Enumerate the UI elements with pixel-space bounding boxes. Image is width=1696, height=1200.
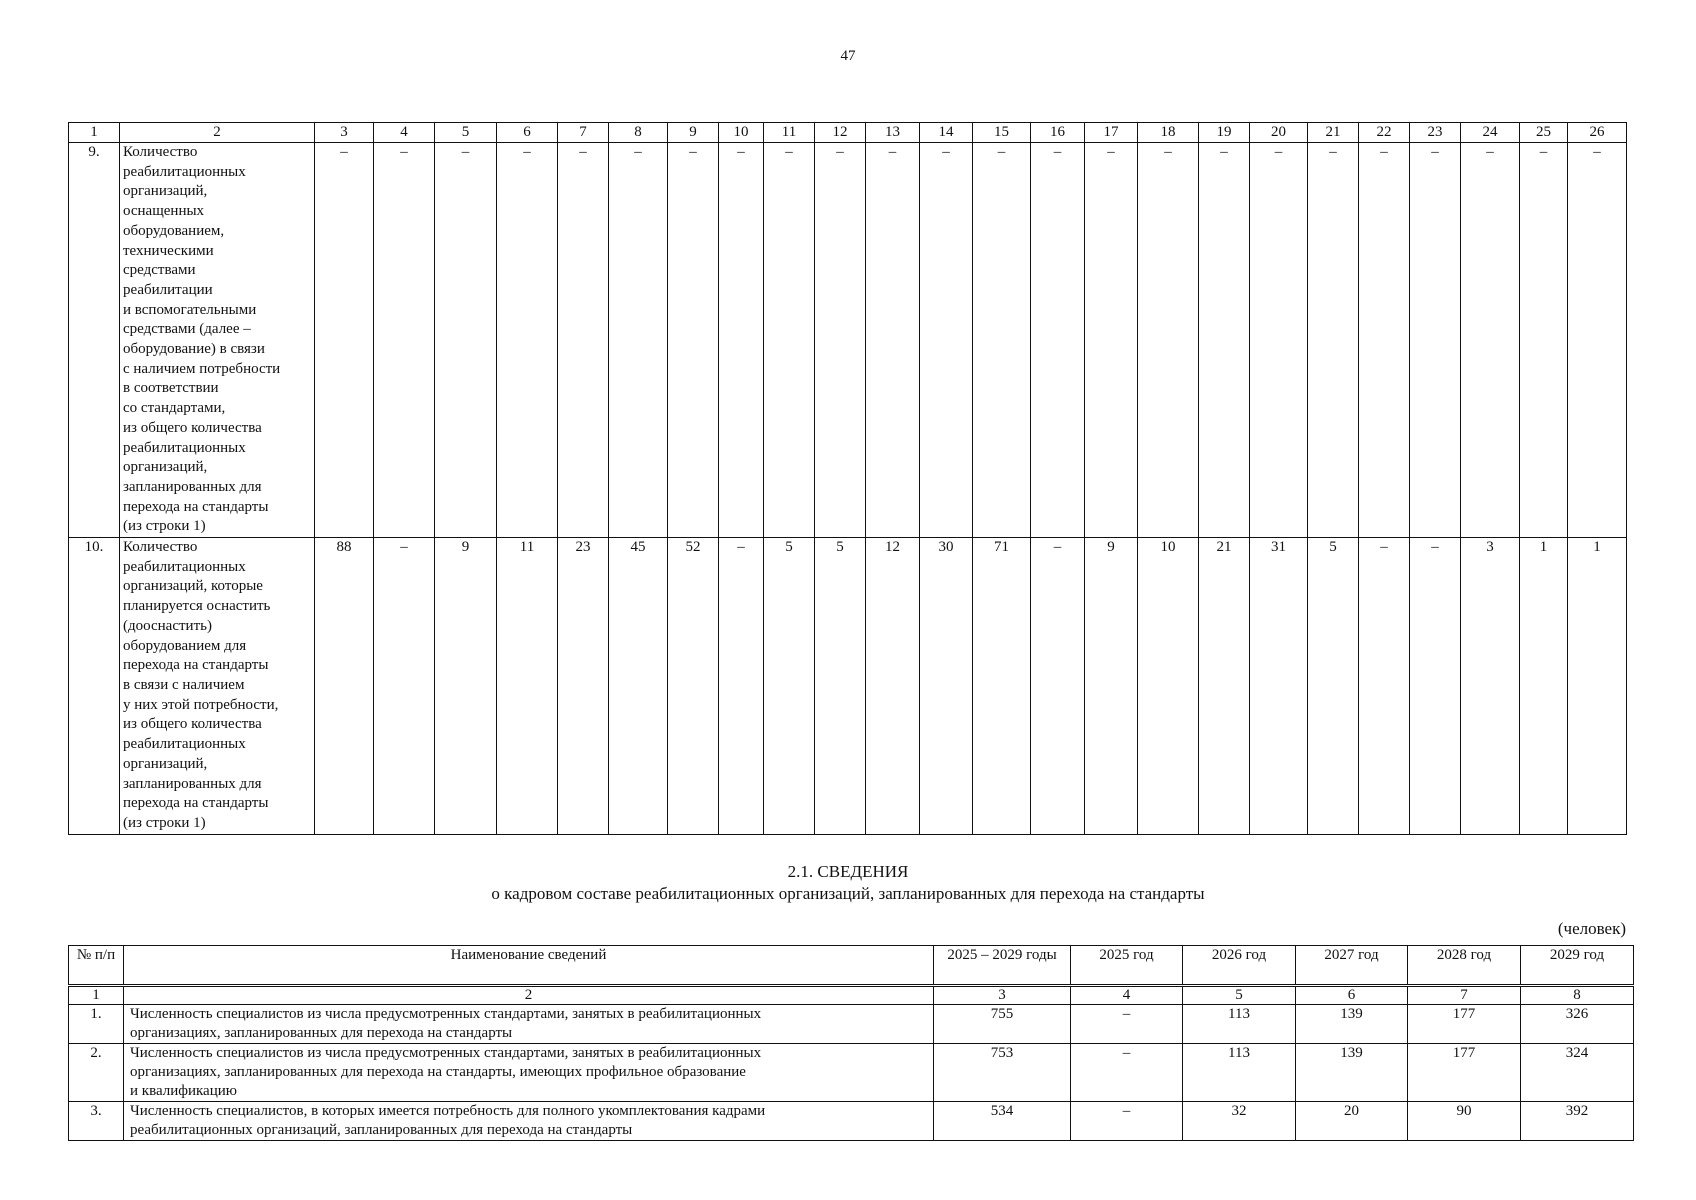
row-label-line: перехода на стандарты — [123, 657, 269, 674]
row-label-line: (из строки 1) — [123, 518, 206, 535]
column-number: 6 — [497, 123, 558, 143]
value-cell: 23 — [558, 538, 609, 835]
value-cell: – — [719, 538, 764, 835]
row-number-cell: 1. — [69, 1005, 124, 1044]
value-cell: 113 — [1183, 1044, 1296, 1102]
value-cell: 12 — [866, 538, 920, 835]
value-cell: – — [1520, 143, 1568, 538]
row-label-line: реабилитационных — [123, 558, 246, 575]
value-cell: 11 — [497, 538, 558, 835]
column-number: 5 — [1183, 986, 1296, 1005]
value-cell: 90 — [1408, 1102, 1521, 1141]
value-cell: – — [1359, 538, 1410, 835]
column-number: 11 — [764, 123, 815, 143]
row-label-line: Количество — [123, 539, 198, 556]
value-cell: – — [497, 143, 558, 538]
column-number-row — [69, 986, 1634, 1005]
column-header: 2025 год — [1071, 946, 1183, 986]
rehab-organizations-table — [68, 122, 1627, 835]
value-cell: – — [609, 143, 668, 538]
column-number: 8 — [609, 123, 668, 143]
units-label: (человек) — [1557, 919, 1626, 938]
value-cell: 9 — [435, 538, 497, 835]
value-cell: 324 — [1521, 1044, 1634, 1102]
row-label-line: (из строки 1) — [123, 814, 206, 831]
value-cell: – — [1199, 143, 1250, 538]
row-description-line: Численность специалистов, в которых имеется потребность для полного укомплектования кадрами — [130, 1103, 766, 1119]
column-header: 2029 год — [1521, 946, 1634, 986]
column-number: 5 — [435, 123, 497, 143]
value-cell: 392 — [1521, 1102, 1634, 1141]
row-label-line: Количество — [123, 144, 198, 160]
value-cell: 20 — [1296, 1102, 1408, 1141]
row-label-line: техническими — [123, 242, 214, 259]
value-cell: 753 — [934, 1044, 1071, 1102]
row-description-line: организациях, запланированных для перехода на стандарты — [130, 1025, 513, 1041]
value-cell: 10 — [1138, 538, 1199, 835]
row-number-cell: 3. — [69, 1102, 124, 1141]
table-row — [69, 143, 1627, 538]
table-row — [69, 538, 1627, 835]
value-cell: 5 — [1308, 538, 1359, 835]
row-label-line: организаций, — [123, 183, 208, 200]
value-cell: 45 — [609, 538, 668, 835]
value-cell: – — [1138, 143, 1199, 538]
row-label-line: из общего количества — [123, 716, 262, 733]
row-description-line: Численность специалистов из числа предусмотренных стандартами, занятых в реабилитационных — [130, 1045, 762, 1061]
row-label-line: реабилитационных — [123, 439, 246, 456]
row-label-line: средствами — [123, 262, 196, 279]
value-cell: 3 — [1461, 538, 1520, 835]
value-cell: – — [719, 143, 764, 538]
column-number: 13 — [866, 123, 920, 143]
column-number: 14 — [920, 123, 973, 143]
row-label-line: запланированных для — [123, 478, 262, 495]
value-cell: – — [668, 143, 719, 538]
value-cell: 71 — [973, 538, 1031, 835]
column-number: 7 — [558, 123, 609, 143]
value-cell: 5 — [764, 538, 815, 835]
column-number: 19 — [1199, 123, 1250, 143]
row-label-line: реабилитационных — [123, 736, 246, 753]
page-number: 47 — [840, 48, 856, 64]
column-header: 2026 год — [1183, 946, 1296, 986]
value-cell: – — [1031, 143, 1085, 538]
value-cell: – — [1071, 1005, 1183, 1044]
row-label-line: со стандартами, — [123, 400, 226, 417]
table-row — [69, 1044, 1634, 1102]
row-label-line: в связи с наличием — [123, 676, 245, 693]
value-cell: 21 — [1199, 538, 1250, 835]
value-cell: – — [1031, 538, 1085, 835]
value-cell: – — [1308, 143, 1359, 538]
value-cell: – — [1071, 1044, 1183, 1102]
row-label-line: и вспомогательными — [123, 301, 257, 318]
row-label-line: средствами (далее – — [123, 321, 251, 338]
row-number-cell: 2. — [69, 1044, 124, 1102]
column-number: 15 — [973, 123, 1031, 143]
table-row — [69, 1005, 1634, 1044]
value-cell: 139 — [1296, 1044, 1408, 1102]
section-subtitle: о кадровом составе реабилитационных организаций, запланированных для перехода на стандарты — [491, 884, 1205, 903]
column-number: 22 — [1359, 123, 1410, 143]
column-number: 3 — [934, 986, 1071, 1005]
row-label-line: с наличием потребности — [123, 360, 281, 377]
value-cell: – — [815, 143, 866, 538]
value-cell: 534 — [934, 1102, 1071, 1141]
column-header: 2027 год — [1296, 946, 1408, 986]
row-label-line: оснащенных — [123, 203, 205, 220]
row-label-line: организаций, — [123, 755, 208, 772]
row-label-line: организаций, которые — [123, 578, 263, 595]
value-cell: 30 — [920, 538, 973, 835]
value-cell: 177 — [1408, 1044, 1521, 1102]
value-cell: – — [1461, 143, 1520, 538]
row-description-line: и квалификацию — [130, 1083, 237, 1099]
value-cell: 32 — [1183, 1102, 1296, 1141]
row-label-line: у них этой потребности, — [123, 696, 279, 713]
value-cell: 177 — [1408, 1005, 1521, 1044]
row-description-line: Численность специалистов из числа предусмотренных стандартами, занятых в реабилитационных — [130, 1006, 762, 1022]
row-description-line: организациях, запланированных для перехода на стандарты, имеющих профильное образование — [130, 1064, 746, 1080]
row-label-line: оборудованием для — [123, 637, 247, 654]
column-number: 18 — [1138, 123, 1199, 143]
row-label-line: перехода на стандарты — [123, 498, 269, 515]
value-cell: – — [1359, 143, 1410, 538]
value-cell: – — [1410, 143, 1461, 538]
value-cell: – — [374, 143, 435, 538]
row-label-line: перехода на стандарты — [123, 795, 269, 812]
value-cell: 113 — [1183, 1005, 1296, 1044]
row-label-cell — [120, 538, 315, 835]
value-cell: – — [764, 143, 815, 538]
value-cell: – — [1250, 143, 1308, 538]
row-description-cell — [124, 1102, 934, 1141]
column-number: 26 — [1568, 123, 1627, 143]
row-label-line: из общего количества — [123, 419, 262, 436]
column-header: № п/п — [69, 946, 124, 986]
value-cell: – — [973, 143, 1031, 538]
row-description-cell — [124, 1005, 934, 1044]
row-label-line: оборудованием, — [123, 222, 225, 239]
header-row — [69, 946, 1634, 986]
value-cell: 9 — [1085, 538, 1138, 835]
value-cell: – — [1071, 1102, 1183, 1141]
row-label-line: в соответствии — [123, 380, 219, 397]
value-cell: – — [1410, 538, 1461, 835]
section-title: 2.1. СВЕДЕНИЯ — [787, 862, 909, 881]
column-number-row — [69, 123, 1627, 143]
table-row — [69, 1102, 1634, 1141]
column-number: 17 — [1085, 123, 1138, 143]
column-number: 12 — [815, 123, 866, 143]
row-label-line: организаций, — [123, 459, 208, 476]
value-cell: 88 — [315, 538, 374, 835]
value-cell: 31 — [1250, 538, 1308, 835]
value-cell: – — [315, 143, 374, 538]
value-cell: 1 — [1568, 538, 1627, 835]
row-description-cell — [124, 1044, 934, 1102]
column-number: 1 — [69, 986, 124, 1005]
row-label-line: запланированных для — [123, 775, 262, 792]
column-number: 9 — [668, 123, 719, 143]
row-label-line: (дооснастить) — [123, 617, 212, 634]
row-label-cell — [120, 143, 315, 538]
row-label-line: реабилитационных — [123, 163, 246, 180]
column-number: 8 — [1521, 986, 1634, 1005]
value-cell: – — [920, 143, 973, 538]
column-number: 25 — [1520, 123, 1568, 143]
column-number: 6 — [1296, 986, 1408, 1005]
row-label-line: реабилитации — [123, 281, 213, 298]
row-number-cell: 9. — [69, 143, 120, 538]
value-cell: – — [1568, 143, 1627, 538]
value-cell: 1 — [1520, 538, 1568, 835]
column-number: 7 — [1408, 986, 1521, 1005]
column-number: 1 — [69, 123, 120, 143]
column-number: 10 — [719, 123, 764, 143]
column-number: 20 — [1250, 123, 1308, 143]
value-cell: – — [558, 143, 609, 538]
row-label-line: оборудование) в связи — [123, 341, 265, 358]
value-cell: 755 — [934, 1005, 1071, 1044]
column-number: 24 — [1461, 123, 1520, 143]
column-header: 2025 – 2029 годы — [934, 946, 1071, 986]
column-number: 4 — [374, 123, 435, 143]
row-label-line: планируется оснастить — [123, 598, 271, 615]
column-number: 4 — [1071, 986, 1183, 1005]
column-number: 23 — [1410, 123, 1461, 143]
column-number: 16 — [1031, 123, 1085, 143]
column-number: 21 — [1308, 123, 1359, 143]
value-cell: – — [866, 143, 920, 538]
value-cell: – — [435, 143, 497, 538]
value-cell: 326 — [1521, 1005, 1634, 1044]
value-cell: 52 — [668, 538, 719, 835]
row-description-line: реабилитационных организаций, запланированных для перехода на стандарты — [130, 1122, 633, 1138]
column-header: 2028 год — [1408, 946, 1521, 986]
value-cell: 5 — [815, 538, 866, 835]
row-number-cell: 10. — [69, 538, 120, 835]
column-number: 2 — [124, 986, 934, 1005]
staff-composition-table — [68, 945, 1634, 1141]
value-cell: – — [1085, 143, 1138, 538]
column-number: 2 — [120, 123, 315, 143]
column-number: 3 — [315, 123, 374, 143]
value-cell: – — [374, 538, 435, 835]
column-header: Наименование сведений — [124, 946, 934, 986]
value-cell: 139 — [1296, 1005, 1408, 1044]
